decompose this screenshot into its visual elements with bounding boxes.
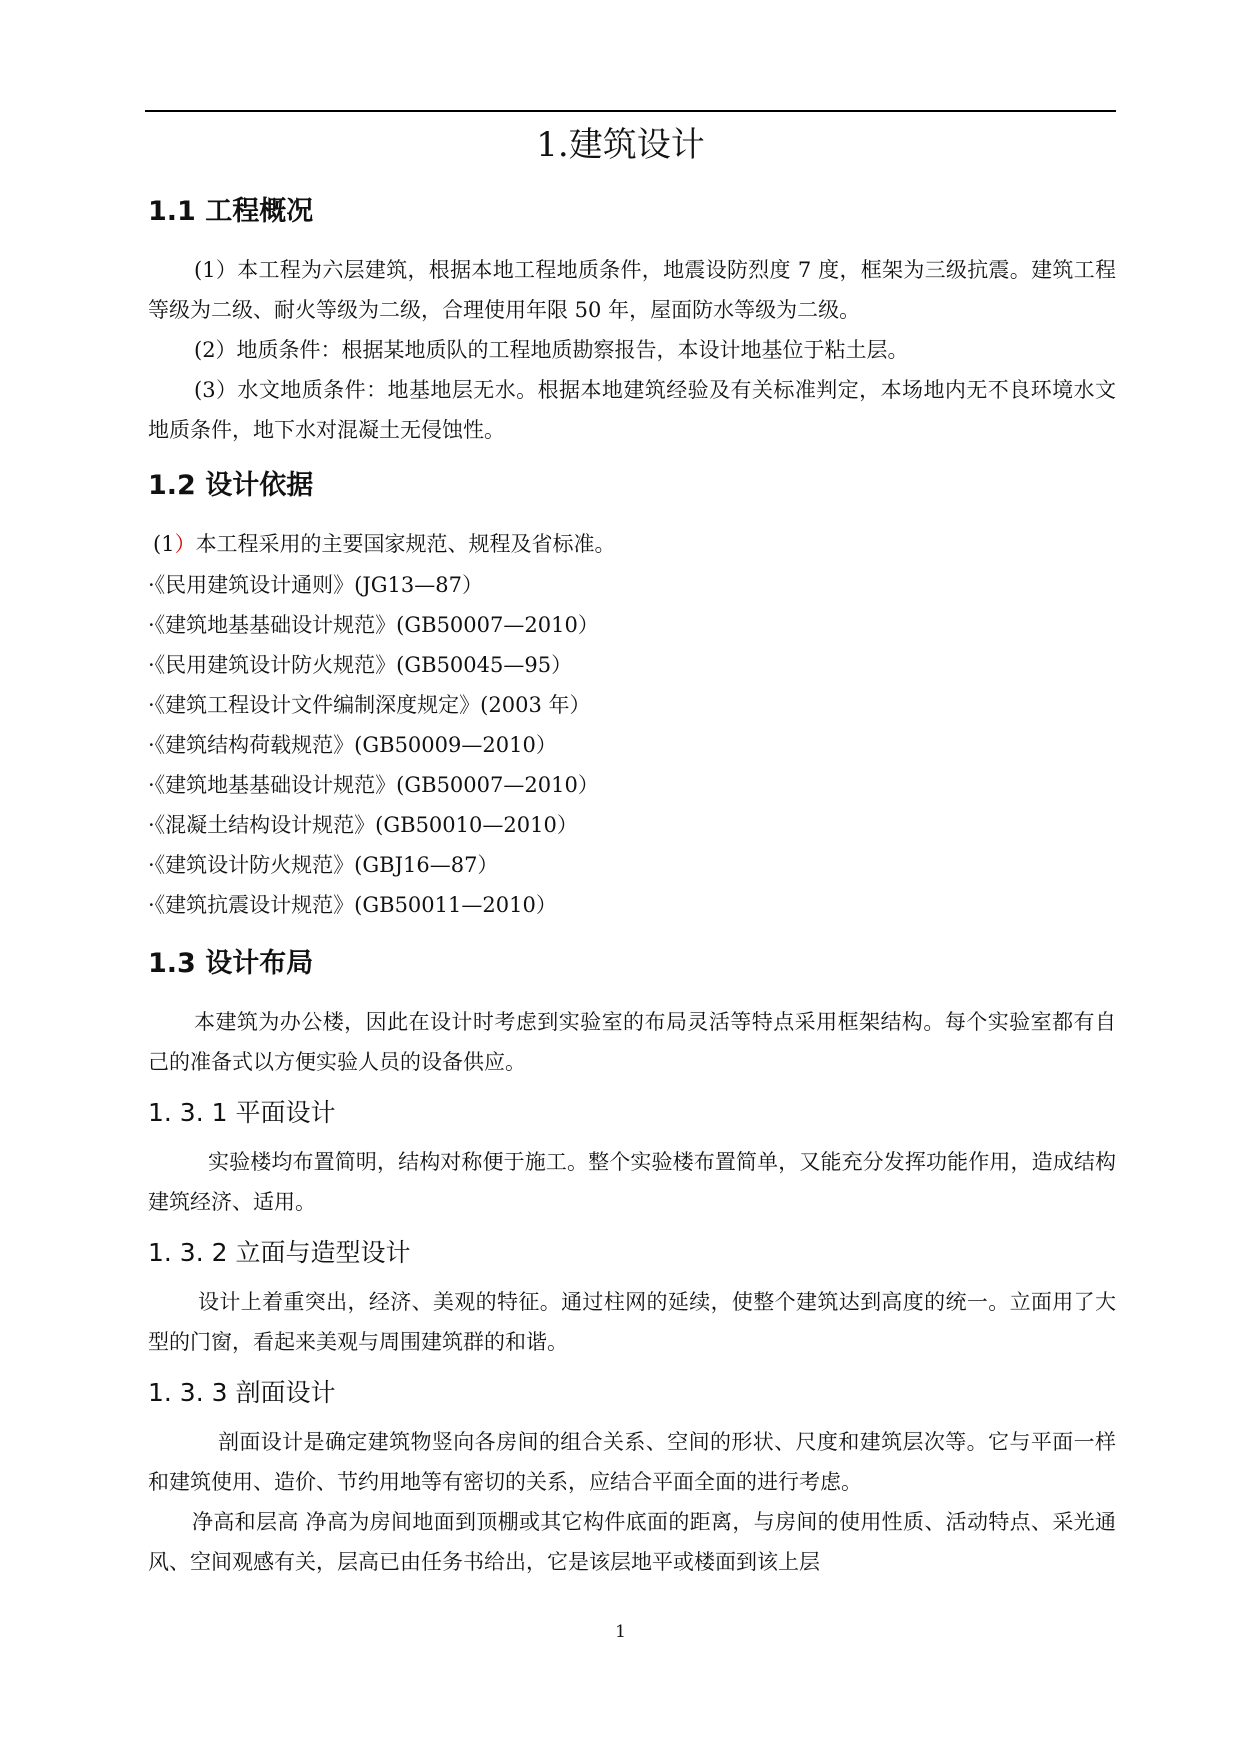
- reference-item: ·《建筑工程设计文件编制深度规定》(2003 年）: [148, 693, 591, 717]
- paragraph-1-3-2: 设计上着重突出，经济、美观的特征。通过柱网的延续，使整个建筑达到高度的统一。立面用了大型的门窗，看起来美观与周围建筑群的和谐。: [148, 1290, 1116, 1354]
- reference-item: ·《混凝土结构设计规范》(GB50010—2010）: [148, 813, 578, 837]
- references-intro: [153, 524, 616, 564]
- reference-item: ·《民用建筑设计防火规范》(GB50045—95）: [148, 653, 573, 677]
- paragraph-1-3-3-1: 剖面设计是确定建筑物竖向各房间的组合关系、空间的形状、尺度和建筑层次等。它与平面一样和建筑使用、造价、节约用地等有密切的关系，应结合平面全面的进行考虑。: [148, 1430, 1116, 1494]
- reference-item: ·《建筑结构荷载规范》(GB50009—2010）: [148, 733, 557, 757]
- reference-item: ·《建筑地基基础设计规范》(GB50007—2010）: [148, 773, 599, 797]
- reference-item: ·《建筑设计防火规范》(GBJ16—87）: [148, 853, 499, 877]
- intro-paren: ）: [174, 532, 196, 556]
- reference-item: ·《民用建筑设计通则》(JG13—87）: [148, 573, 484, 597]
- header-rule: [145, 110, 1116, 112]
- section-heading-1-2: 1.2 设计依据: [148, 470, 314, 501]
- page-title: 1.建筑设计: [536, 125, 705, 165]
- section-heading-1-1: 1.1 工程概况: [148, 196, 314, 227]
- section-heading-1-3: 1.3 设计布局: [148, 948, 314, 979]
- subsection-heading-1-3-2: 1. 3. 2 立面与造型设计: [148, 1238, 411, 1267]
- reference-item: ·《建筑地基基础设计规范》(GB50007—2010）: [148, 613, 599, 637]
- reference-item: ·《建筑抗震设计规范》(GB50011—2010）: [148, 893, 557, 917]
- page-number: 1: [615, 1622, 626, 1642]
- paragraph-1-3-3-2: 净高和层高 净高为房间地面到顶棚或其它构件底面的距离，与房间的使用性质、活动特点、采光通风、空间观感有关，层高已由任务书给出，它是该层地平或楼面到该上层: [148, 1510, 1116, 1574]
- paragraph-1-1-3: (3）水文地质条件：地基地层无水。根据本地建筑经验及有关标准判定，本场地内无不良环境水文地质条件，地下水对混凝土无侵蚀性。: [148, 378, 1116, 442]
- intro-text: 本工程采用的主要国家规范、规程及省标准。: [195, 532, 616, 556]
- paragraph-1-3: 本建筑为办公楼，因此在设计时考虑到实验室的布局灵活等特点采用框架结构。每个实验室都有自己的准备式以方便实验人员的设备供应。: [148, 1010, 1116, 1074]
- subsection-heading-1-3-3: 1. 3. 3 剖面设计: [148, 1378, 336, 1407]
- paragraph-1-3-1: 实验楼均布置简明，结构对称便于施工。整个实验楼布置简单，又能充分发挥功能作用，造成结构建筑经济、适用。: [148, 1150, 1116, 1214]
- intro-number: (1: [153, 532, 175, 556]
- paragraph-1-1-2: (2）地质条件：根据某地质队的工程地质勘察报告，本设计地基位于粘土层。: [194, 338, 909, 362]
- subsection-heading-1-3-1: 1. 3. 1 平面设计: [148, 1098, 336, 1127]
- paragraph-1-1-1: (1）本工程为六层建筑，根据本地工程地质条件，地震设防烈度 7 度，框架为三级抗震。建筑工程等级为二级、耐火等级为二级，合理使用年限 50 年，屋面防水等级为二级。: [148, 258, 1116, 322]
